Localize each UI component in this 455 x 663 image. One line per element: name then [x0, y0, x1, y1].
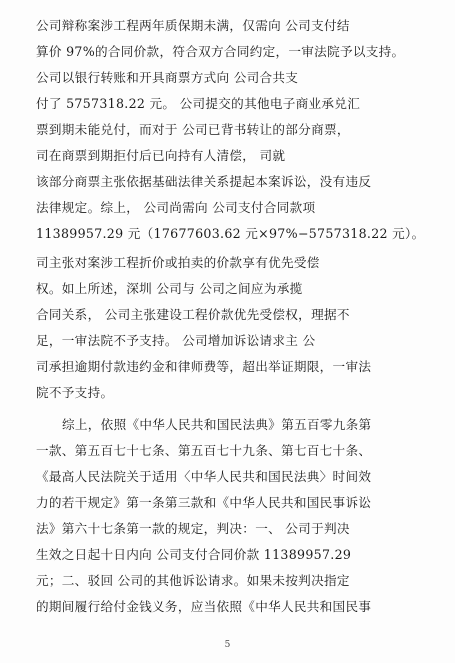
text-line: 法律规定。综上， 公司尚需向 公司支付合同款项 [36, 200, 316, 215]
text-line: 公司辩称案涉工程两年质保期未满，仅需向 公司支付结 [36, 18, 350, 33]
text-line: 院不予支持。 [36, 385, 114, 400]
text-line: 法》第六十七条第一款的规定，判决：一、 公司于判决 [36, 521, 350, 536]
text-line: 11389957.29 元（17677603.62 元×97%−5757318.22 元）。 [36, 226, 425, 241]
text-line: 算价 97%的合同价款，符合双方合同约定，一审法院予以支持。 [36, 44, 405, 59]
text-line: 司在商票到期拒付后已向持有人清偿， 司就 [36, 148, 286, 163]
text-line: 合同关系， 公司主张建设工程价款优先受偿权，理据不 [36, 307, 350, 322]
text-line: 付了 5757318.22 元。 公司提交的其他电子商业承兑汇 [36, 96, 361, 111]
text-line: 足，一审法院不予支持。 公司增加诉讼请求主 公 [36, 333, 316, 348]
text-line: 《最高人民法院关于适用〈中华人民共和国民法典〉时间效 [36, 469, 372, 484]
text-line: 力的若干规定》第一条第三款和《中华人民共和国民事诉讼 [36, 495, 372, 510]
text-line: 一款、第五百七十七条、第五百七十九条、第七百七十条、 [36, 443, 372, 458]
page-number: 5 [224, 640, 231, 650]
text-line: 生效之日起十日内向 公司支付合同价款 11389957.29 [36, 547, 352, 562]
text-line: 司主张对案涉工程折价或拍卖的价款享有优先受偿 [36, 255, 320, 270]
text-line: 元；二、驳回 公司的其他诉讼请求。如果未按判决指定 [36, 573, 350, 588]
text-line: 该部分商票主张依据基础法律关系提起本案诉讼，没有违反 [36, 174, 372, 189]
text-line: 权。如上所述，深圳 公司与 公司之间应为承揽 [36, 281, 303, 296]
text-line: 司承担逾期付款违约金和律师费等，超出举证期限，一审法 [36, 359, 372, 374]
text-line: 公司以银行转账和开具商票方式向 公司合共支 [36, 70, 299, 85]
text-line: 的期间履行给付金钱义务，应当依照《中华人民共和国民事 [36, 599, 372, 614]
text-line: 票到期未能兑付，而对于 公司已背书转让的部分商票， [36, 122, 350, 137]
text-line: 综上，依照《中华人民共和国民法典》第五百零九条第 [62, 417, 372, 432]
